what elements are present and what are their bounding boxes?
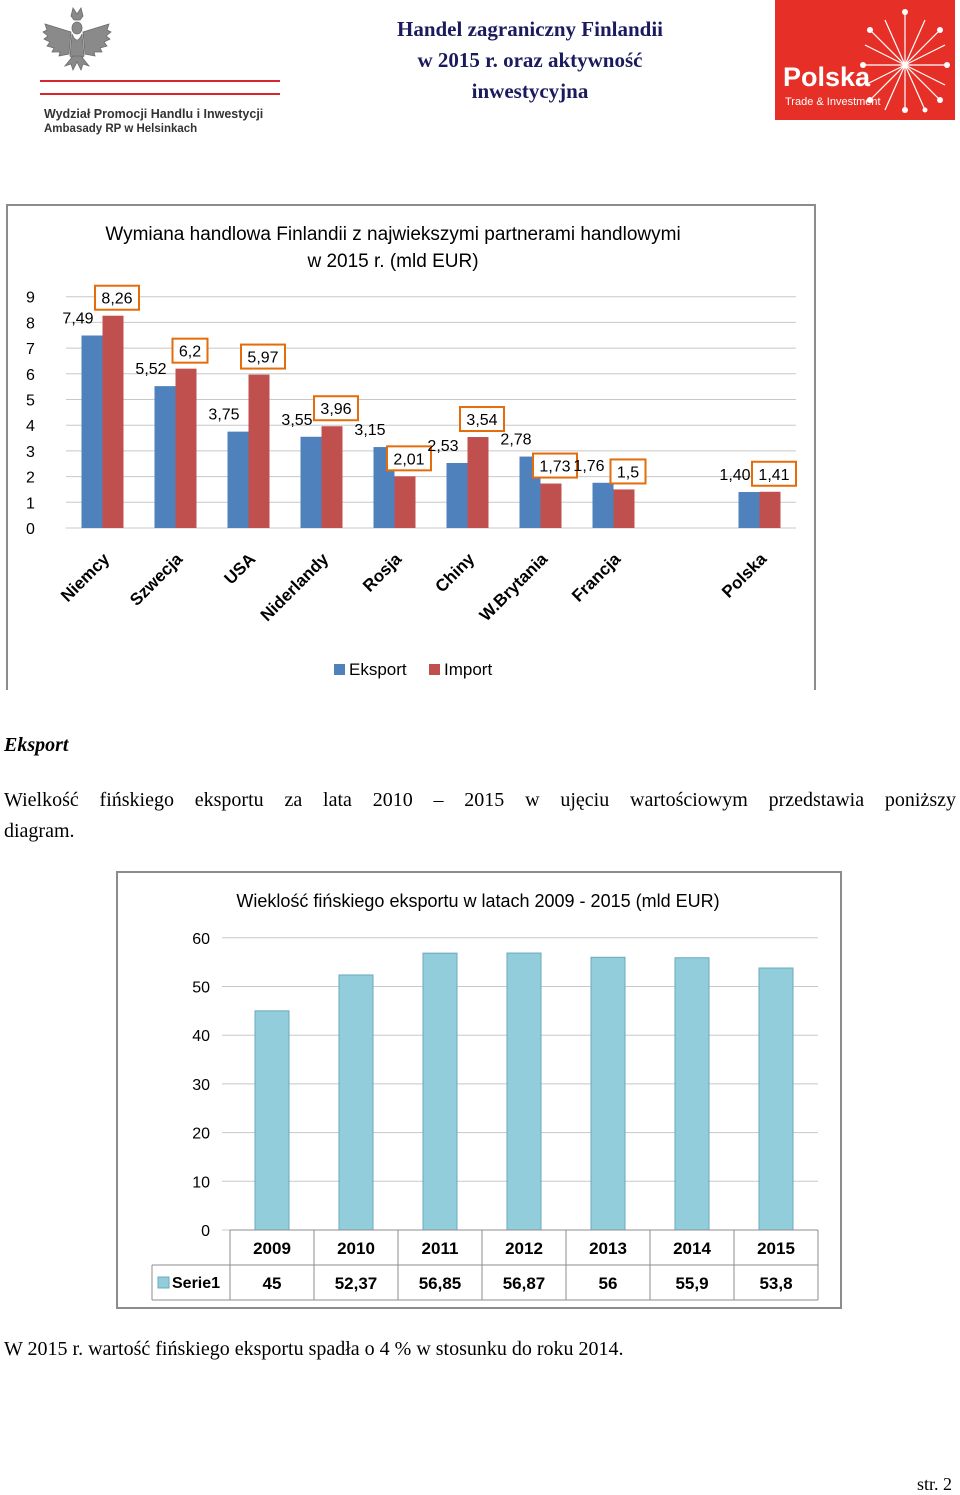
chart1-bar-import [249, 375, 270, 528]
chart2-bar [339, 975, 373, 1230]
chart1-bar-import [614, 489, 635, 528]
chart1-data-label: 6,2 [178, 343, 202, 361]
chart1-data-label: 5,97 [247, 349, 279, 367]
chart2-value-label: 56,87 [502, 1274, 546, 1293]
chart1-data-label: 3,15 [354, 422, 386, 440]
chart1-data-label: 1,73 [539, 458, 571, 476]
chart1-category-label: W.Brytania [475, 549, 552, 625]
chart1-y-axis [0, 280, 50, 540]
chart1-data-label: 2,53 [427, 437, 459, 455]
chart1-legend-swatch [429, 664, 440, 675]
export-volume-chart [116, 871, 842, 1309]
chart1-y-tick-label: 0 [26, 521, 35, 538]
chart2-category-label: 2010 [337, 1239, 375, 1258]
chart1-data-label: 2,78 [500, 431, 532, 449]
chart1-y-tick-label: 2 [26, 469, 35, 487]
chart2-value-label: 52,37 [334, 1274, 378, 1293]
chart1-title-line1: Wymiana handlowa Finlandii z najwiekszymi partnerami handlowymi [105, 224, 681, 245]
title-line-2: w 2015 r. oraz aktywność [417, 48, 643, 72]
chart1-data-label: 8,26 [101, 290, 133, 308]
chart1-category-label: Szwecja [126, 549, 187, 610]
chart1-bar-eksport [301, 437, 322, 528]
chart2-series-label: Serie1 [172, 1275, 221, 1292]
paragraph-2: W 2015 r. wartość fińskiego eksportu spadła o 4 % w stosunku do roku 2014. [4, 1338, 624, 1360]
export-volume-chart-svg [118, 873, 840, 1307]
chart1-y-tick-label: 9 [26, 289, 35, 307]
chart2-y-tick-label: 50 [192, 979, 210, 997]
chart2-y-tick-label: 20 [192, 1125, 210, 1143]
chart1-category-label: Niderlandy [256, 549, 333, 625]
ministry-logo-line2: Ambasady RP w Helsinkach [44, 123, 198, 135]
chart1-category-label: Rosja [359, 549, 406, 596]
chart2-category-label: 2015 [757, 1239, 795, 1258]
chart2-legend-swatch [158, 1277, 169, 1288]
logo-tagline: Trade & Investment [785, 96, 881, 108]
chart1-y-tick-label: 6 [26, 366, 35, 384]
chart1-bar-eksport [447, 463, 468, 528]
chart1-y-tick-label: 1 [26, 495, 35, 513]
chart1-data-label: 7,49 [62, 310, 94, 328]
chart1-data-label: 1,40 [719, 467, 751, 485]
ministry-logo-line1: Wydział Promocji Handlu i Inwestycji [44, 107, 264, 121]
chart2-value-label: 56 [598, 1274, 618, 1293]
chart1-data-label: 1,41 [758, 466, 790, 484]
chart1-bar-import [760, 492, 781, 528]
chart2-y-tick-label: 60 [192, 930, 210, 948]
chart2-y-tick-label: 0 [201, 1223, 210, 1240]
chart1-y-tick-label: 8 [26, 315, 35, 333]
chart1-category-label: Polska [718, 549, 771, 602]
chart1-category-label: USA [220, 549, 260, 589]
chart2-bar [507, 953, 541, 1230]
chart1-category-label: Niemcy [57, 549, 114, 606]
chart1-bar-import [468, 437, 489, 528]
chart2-y-tick-label: 30 [192, 1076, 210, 1094]
chart1-data-label: 1,76 [573, 457, 605, 475]
ministry-logo [40, 4, 290, 136]
chart1-bar-eksport [82, 336, 103, 528]
chart1-bar-import [176, 369, 197, 528]
chart2-category-label: 2012 [505, 1239, 543, 1258]
chart2-y-tick-label: 10 [192, 1174, 210, 1192]
chart1-data-label: 3,96 [320, 401, 352, 419]
polish-eagle-icon [40, 4, 290, 136]
paragraph-1-line-2: diagram. [4, 820, 75, 842]
chart1-bar-import [395, 476, 416, 528]
chart1-data-label: 3,54 [466, 412, 498, 430]
chart1-category-label: Chiny [431, 549, 479, 597]
chart1-y-tick-label: 4 [26, 418, 35, 436]
chart2-bar [591, 957, 625, 1230]
chart1-legend-label: Import [444, 660, 493, 679]
chart1-category-label: Francja [568, 549, 625, 606]
chart2-value-label: 56,85 [418, 1274, 462, 1293]
chart2-category-label: 2009 [253, 1239, 291, 1258]
chart1-data-label: 3,75 [208, 406, 240, 424]
polska-trade-investment-logo [775, 0, 955, 120]
chart1-data-label: 2,01 [393, 451, 425, 469]
chart1-bar-import [541, 484, 562, 528]
chart1-y-tick-label: 5 [26, 392, 35, 410]
chart1-bar-eksport [739, 492, 760, 528]
logo-brand: Polska [783, 62, 871, 92]
chart2-bar [759, 968, 793, 1230]
chart2-y-tick-label: 40 [192, 1028, 210, 1046]
chart2-category-label: 2013 [589, 1239, 627, 1258]
chart1-bar-import [103, 316, 124, 528]
chart2-title: Wieklość fińskiego eksportu w latach 2009 - 2015 (mld EUR) [236, 891, 720, 911]
chart1-legend-label: Eksport [349, 660, 407, 679]
chart2-value-label: 53,8 [759, 1274, 793, 1293]
chart1-data-label: 1,5 [616, 464, 640, 482]
chart2-category-label: 2011 [421, 1239, 459, 1258]
section-heading: Eksport [4, 734, 69, 756]
chart1-bar-eksport [228, 432, 249, 528]
title-line-1: Handel zagraniczny Finlandii [396, 17, 664, 41]
trade-partners-chart-svg [8, 206, 816, 692]
chart1-bar-eksport [593, 483, 614, 528]
document-title [330, 14, 730, 107]
chart2-bar [255, 1011, 289, 1230]
trade-partners-chart [6, 204, 816, 690]
chart2-bar [675, 958, 709, 1230]
chart2-value-label: 45 [262, 1274, 282, 1293]
chart1-bar-eksport [155, 386, 176, 528]
chart2-category-label: 2014 [673, 1239, 711, 1258]
chart2-value-label: 55,9 [675, 1274, 709, 1293]
chart1-bar-import [322, 426, 343, 528]
chart1-y-tick-label: 3 [26, 443, 35, 461]
chart1-title-line2: w 2015 r. (mld EUR) [307, 251, 479, 272]
title-line-3: inwestycyjna [471, 79, 589, 103]
chart1-legend-swatch [334, 664, 345, 675]
chart1-data-label: 5,52 [135, 361, 167, 379]
paragraph-1-line-1: Wielkość fińskiego eksportu za lata 2010 – 2015 w ujęciu wartościowym przedstawia poniższy [4, 789, 956, 811]
page-number: str. 2 [916, 1474, 952, 1494]
chart2-bar [423, 953, 457, 1230]
chart1-data-label: 3,55 [281, 411, 313, 429]
chart1-y-tick-label: 7 [26, 341, 35, 359]
